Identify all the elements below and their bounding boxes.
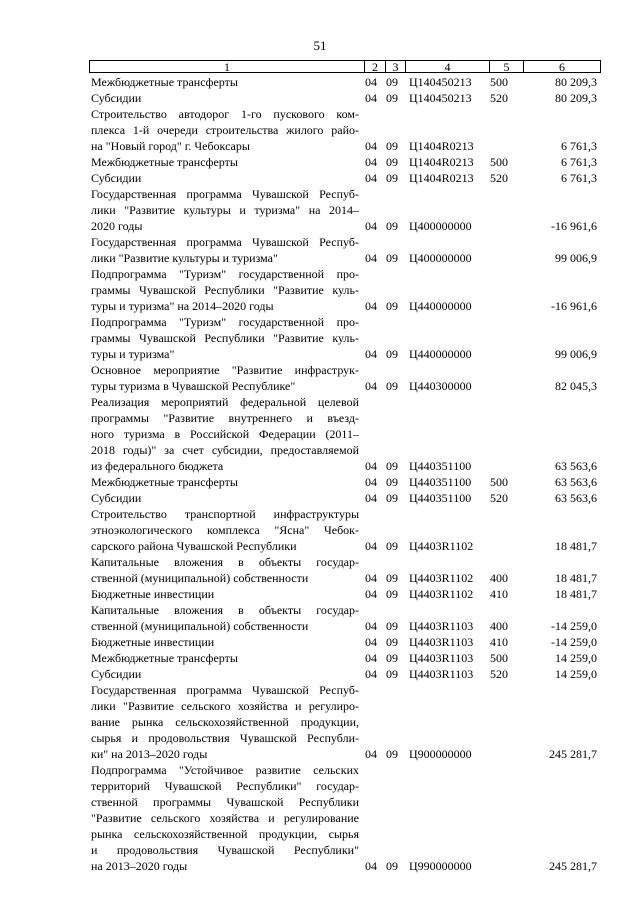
row-c6: 245 281,7 <box>549 859 597 873</box>
row-c3: 09 <box>386 75 398 89</box>
table-row-continuation <box>0 714 640 730</box>
table-row-continuation <box>0 426 640 442</box>
row-description: ственной (муниципальной) собственности <box>91 619 309 633</box>
row-c6: 99 006,9 <box>555 347 597 361</box>
table-row-continuation <box>0 730 640 746</box>
table-row-continuation <box>0 522 640 538</box>
row-c4: Ц440000000 <box>409 347 472 361</box>
row-description: Реализация мероприятий федеральной целевой <box>91 395 359 409</box>
row-c4: Ц4403R1103 <box>409 619 474 633</box>
row-c3: 09 <box>386 747 398 761</box>
row-c3: 09 <box>386 347 398 361</box>
header-col-3: 3 <box>385 61 405 72</box>
row-c3: 09 <box>386 491 398 505</box>
row-description: Субсидии <box>91 667 142 681</box>
page-number: 51 <box>313 38 327 53</box>
row-description: Строительство транспортной инфраструктуры <box>91 507 359 521</box>
row-c2: 04 <box>365 91 377 105</box>
row-description: ного туризма в Российской Федерации (2011– <box>91 427 359 441</box>
row-c4: Ц4403R1102 <box>409 571 474 585</box>
row-c4: Ц440351100 <box>409 475 472 489</box>
table-row <box>0 634 640 650</box>
row-description: плекса 1-й очереди строительства жилого райо- <box>91 123 359 137</box>
table-row-continuation <box>0 442 640 458</box>
row-c2: 04 <box>365 171 377 185</box>
row-c6: 14 259,0 <box>555 667 597 681</box>
row-c6: 63 563,6 <box>555 491 597 505</box>
table-row <box>0 170 640 186</box>
table-row <box>0 762 640 778</box>
table-row-continuation <box>0 618 640 634</box>
row-c2: 04 <box>365 859 377 873</box>
row-c6: 18 481,7 <box>555 571 597 585</box>
row-c5: 400 <box>490 571 508 585</box>
table-row-continuation <box>0 346 640 362</box>
row-c4: Ц140450213 <box>409 91 472 105</box>
row-c3: 09 <box>386 667 398 681</box>
table-body <box>0 74 640 874</box>
table-row-continuation <box>0 570 640 586</box>
row-description: Бюджетные инвестиции <box>91 635 215 649</box>
row-c5: 520 <box>490 171 508 185</box>
row-c2: 04 <box>365 619 377 633</box>
row-description: Государственная программа Чувашской Респуб- <box>91 235 359 249</box>
row-c4: Ц140450213 <box>409 75 472 89</box>
table-row-continuation <box>0 330 640 346</box>
row-c4: Ц4403R1102 <box>409 587 474 601</box>
row-c5: 400 <box>490 619 508 633</box>
row-description: лики "Развитие сельского хозяйства и регулиро- <box>91 699 359 713</box>
row-c6: -14 259,0 <box>551 635 597 649</box>
row-c4: Ц440351100 <box>409 491 472 505</box>
row-c6: 245 281,7 <box>549 747 597 761</box>
row-c2: 04 <box>365 635 377 649</box>
table-row <box>0 266 640 282</box>
row-description: туры и туризма" <box>91 347 175 361</box>
row-c2: 04 <box>365 379 377 393</box>
table-row <box>0 154 640 170</box>
row-c3: 09 <box>386 299 398 313</box>
table-header <box>89 60 601 73</box>
row-description: граммы Чувашской Республики "Развитие куль- <box>91 283 359 297</box>
row-description: "Развитие сельского хозяйства и регулирование <box>91 811 359 825</box>
row-c6: 80 209,3 <box>555 75 597 89</box>
row-c3: 09 <box>386 539 398 553</box>
row-description: лики "Развитие культуры и туризма" <box>91 251 278 265</box>
row-description: туры и туризма" на 2014–2020 годы <box>91 299 274 313</box>
row-description: сырья и продовольствия Чувашской Республи- <box>91 731 359 745</box>
row-c6: 63 563,6 <box>555 459 597 473</box>
row-description: Государственная программа Чувашской Респуб- <box>91 187 359 201</box>
row-c4: Ц1404R0213 <box>409 171 474 185</box>
row-c4: Ц990000000 <box>409 859 472 873</box>
row-c4: Ц4403R1103 <box>409 651 474 665</box>
row-c3: 09 <box>386 619 398 633</box>
table-row <box>0 186 640 202</box>
row-description: ки" на 2013–2020 годы <box>91 747 208 761</box>
table-row-continuation <box>0 778 640 794</box>
row-c4: Ц4403R1102 <box>409 539 474 553</box>
table-row <box>0 314 640 330</box>
row-c3: 09 <box>386 635 398 649</box>
row-c4: Ц1404R0213 <box>409 139 474 153</box>
row-c2: 04 <box>365 251 377 265</box>
table-row <box>0 602 640 618</box>
row-c3: 09 <box>386 251 398 265</box>
table-row-continuation <box>0 698 640 714</box>
row-c5: 500 <box>490 651 508 665</box>
row-description: Межбюджетные трансферты <box>91 155 238 169</box>
row-description: сарского района Чувашской Республики <box>91 539 297 553</box>
row-c3: 09 <box>386 91 398 105</box>
row-description: на "Новый город" г. Чебоксары <box>91 139 250 153</box>
row-description: Капитальные вложения в объекты государ- <box>91 603 359 617</box>
row-description: рынка сельскохозяйственной продукции, сырья <box>91 827 359 841</box>
row-description: Подпрограмма "Устойчивое развитие сельских <box>91 763 359 777</box>
row-description: Подпрограмма "Туризм" государственной про- <box>91 315 359 329</box>
row-c6: 82 045,3 <box>555 379 597 393</box>
row-description: ственной программы Чувашской Республики <box>91 795 359 809</box>
row-c3: 09 <box>386 171 398 185</box>
row-c3: 09 <box>386 379 398 393</box>
row-c2: 04 <box>365 219 377 233</box>
table-row-continuation <box>0 250 640 266</box>
row-c2: 04 <box>365 155 377 169</box>
row-description: территорий Чувашской Республики" государ- <box>91 779 359 793</box>
row-description: лики "Развитие культуры и туризма" на 2014– <box>91 203 359 217</box>
row-c2: 04 <box>365 139 377 153</box>
table-row-continuation <box>0 138 640 154</box>
row-description: Субсидии <box>91 491 142 505</box>
header-col-5: 5 <box>489 61 523 72</box>
row-c3: 09 <box>386 139 398 153</box>
row-c6: 63 563,6 <box>555 475 597 489</box>
table-row <box>0 682 640 698</box>
table-row-continuation <box>0 810 640 826</box>
row-description: вание рынка сельскохозяйственной продукции, <box>91 715 359 729</box>
row-c2: 04 <box>365 571 377 585</box>
table-row <box>0 362 640 378</box>
row-c3: 09 <box>386 475 398 489</box>
row-c4: Ц440351100 <box>409 459 472 473</box>
table-row-continuation <box>0 378 640 394</box>
table-row <box>0 74 640 90</box>
row-c6: 18 481,7 <box>555 587 597 601</box>
table-row-continuation <box>0 842 640 858</box>
row-c5: 410 <box>490 587 508 601</box>
row-c4: Ц400000000 <box>409 219 472 233</box>
table-row <box>0 666 640 682</box>
table-row <box>0 490 640 506</box>
row-description: ственной (муниципальной) собственности <box>91 571 309 585</box>
row-c2: 04 <box>365 539 377 553</box>
row-c3: 09 <box>386 571 398 585</box>
row-description: туры туризма в Чувашской Республике" <box>91 379 296 393</box>
row-description: программы "Развитие внутреннего и въезд- <box>91 411 359 425</box>
row-c2: 04 <box>365 459 377 473</box>
table-row-continuation <box>0 794 640 810</box>
row-description: на 2013–2020 годы <box>91 859 188 873</box>
row-description: Подпрограмма "Туризм" государственной про- <box>91 267 359 281</box>
row-c2: 04 <box>365 651 377 665</box>
header-col-6: 6 <box>523 61 600 72</box>
row-description: 2018 годы)" за счет субсидии, предоставляемой <box>91 443 359 457</box>
row-description: граммы Чувашской Республики "Развитие куль- <box>91 331 359 345</box>
row-c2: 04 <box>365 587 377 601</box>
row-description: Капитальные вложения в объекты государ- <box>91 555 359 569</box>
row-c2: 04 <box>365 299 377 313</box>
row-c6: 14 259,0 <box>555 651 597 665</box>
table-row-continuation <box>0 282 640 298</box>
table-row-continuation <box>0 746 640 762</box>
table-row <box>0 106 640 122</box>
row-c5: 520 <box>490 491 508 505</box>
row-description: Межбюджетные трансферты <box>91 475 238 489</box>
row-c5: 520 <box>490 91 508 105</box>
row-c4: Ц1404R0213 <box>409 155 474 169</box>
row-c4: Ц440000000 <box>409 299 472 313</box>
row-c4: Ц440300000 <box>409 379 472 393</box>
row-c4: Ц400000000 <box>409 251 472 265</box>
row-c2: 04 <box>365 747 377 761</box>
row-description: Межбюджетные трансферты <box>91 651 238 665</box>
row-c3: 09 <box>386 587 398 601</box>
row-c6: 6 761,3 <box>561 139 597 153</box>
row-c4: Ц4403R1103 <box>409 635 474 649</box>
table-row <box>0 506 640 522</box>
row-c2: 04 <box>365 75 377 89</box>
row-c5: 500 <box>490 475 508 489</box>
row-c3: 09 <box>386 459 398 473</box>
row-c6: -16 961,6 <box>551 299 597 313</box>
table-row-continuation <box>0 122 640 138</box>
row-description: Основное мероприятие "Развитие инфраструк- <box>91 363 359 377</box>
row-c6: -14 259,0 <box>551 619 597 633</box>
row-c3: 09 <box>386 155 398 169</box>
table-row <box>0 90 640 106</box>
table-row <box>0 554 640 570</box>
table-row <box>0 234 640 250</box>
row-c2: 04 <box>365 491 377 505</box>
row-c6: 6 761,3 <box>561 155 597 169</box>
row-c5: 500 <box>490 75 508 89</box>
table-row-continuation <box>0 538 640 554</box>
row-description: и продовольствия Чувашской Республики" <box>91 843 359 857</box>
header-col-1: 1 <box>224 60 230 74</box>
table-row <box>0 474 640 490</box>
table-row <box>0 586 640 602</box>
table-row-continuation <box>0 202 640 218</box>
table-row-continuation <box>0 218 640 234</box>
row-c2: 04 <box>365 475 377 489</box>
row-description: 2020 годы <box>91 219 143 233</box>
row-description: из федерального бюджета <box>91 459 224 473</box>
row-c5: 410 <box>490 635 508 649</box>
row-c6: 99 006,9 <box>555 251 597 265</box>
header-col-2: 2 <box>364 61 385 72</box>
row-c2: 04 <box>365 667 377 681</box>
table-row-continuation <box>0 458 640 474</box>
row-c4: Ц4403R1103 <box>409 667 474 681</box>
row-description: Субсидии <box>91 91 142 105</box>
row-c6: 80 209,3 <box>555 91 597 105</box>
row-c4: Ц900000000 <box>409 747 472 761</box>
table-row-continuation <box>0 858 640 874</box>
row-c5: 520 <box>490 667 508 681</box>
row-description: Межбюджетные трансферты <box>91 75 238 89</box>
table-row-continuation <box>0 298 640 314</box>
row-c6: 18 481,7 <box>555 539 597 553</box>
row-c6: -16 961,6 <box>551 219 597 233</box>
table-row-continuation <box>0 410 640 426</box>
row-c3: 09 <box>386 651 398 665</box>
row-description: Бюджетные инвестиции <box>91 587 215 601</box>
table-row-continuation <box>0 826 640 842</box>
row-c5: 500 <box>490 155 508 169</box>
table-row <box>0 650 640 666</box>
row-c3: 09 <box>386 219 398 233</box>
row-c3: 09 <box>386 859 398 873</box>
row-c2: 04 <box>365 347 377 361</box>
row-description: Субсидии <box>91 171 142 185</box>
row-description: Государственная программа Чувашской Респуб- <box>91 683 359 697</box>
row-c6: 6 761,3 <box>561 171 597 185</box>
row-description: Строительство автодорог 1-го пускового ком- <box>91 107 359 121</box>
row-description: этноэкологического комплекса "Ясна" Чебок- <box>91 523 359 537</box>
table-row <box>0 394 640 410</box>
header-col-4: 4 <box>405 61 489 72</box>
